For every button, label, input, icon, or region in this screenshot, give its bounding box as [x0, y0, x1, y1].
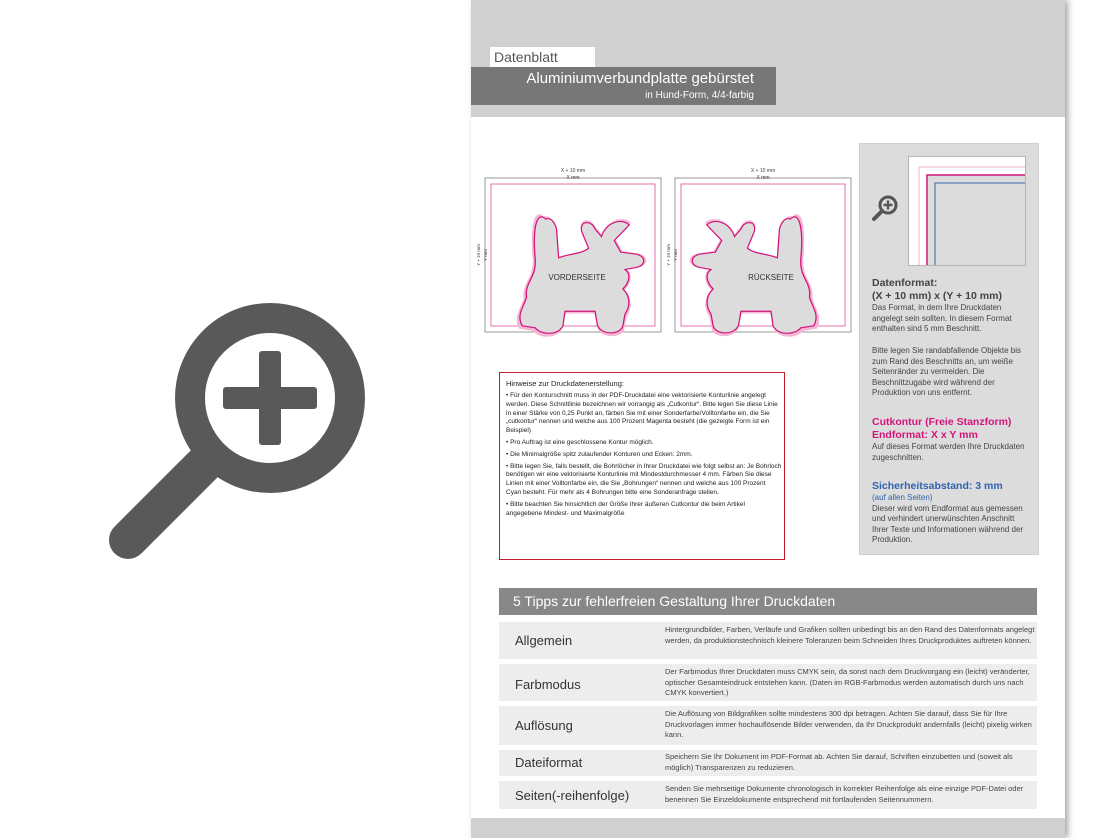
hints-list — [506, 392, 782, 521]
tips-header: 5 Tipps zur fehlerfreien Gestaltung Ihrer Druckdaten — [499, 588, 1037, 615]
product-subtitle: in Hund-Form, 4/4-farbig — [645, 90, 754, 101]
back-dims-top: X + 10 mm — [750, 168, 776, 174]
tip-text: Hintergrundbilder, Farben, Verläufe und Grafiken sollten unbedingt bis an den Rand des Datenformats angelegt werden, da produktionstechnisch kleinere Toleranzen beim Schneiden Ihres Druckproduktes auftreten können. — [665, 625, 1035, 645]
corner-detail — [908, 156, 1026, 266]
front-side-inner: Y mm — [483, 249, 488, 261]
back-side — [666, 168, 851, 337]
back-side-outer: Y + 10 mm — [666, 244, 671, 266]
front-dims-inner: X mm — [566, 175, 580, 181]
product-title: Aluminiumverbundplatte gebürstet — [526, 70, 754, 87]
tip-text: Der Farbmodus Ihrer Druckdaten muss CMYK sein, da sonst nach dem Druckvorgang ein (leicht) veränderter, optischer Gesamteindruck entstehen kann. (Daten im RGB-Farbmodus werden automatisch durch uns nach CMYK konvertiert.) — [665, 667, 1030, 697]
back-dims-inner: X mm — [756, 175, 770, 181]
dog-shape-diagram — [473, 164, 853, 344]
list-item: • Bitte legen Sie, falls bestellt, die Bohrlöcher in Ihrer Druckdatei wie folgt selbst an: Je Bohrloch benötigen wir eine vektorisierte Konturlinie mit Mindestdurchmesser 4 mm. Färben Sie diese Linien mit einer Volltonfarbe ein, die Sie „Bohrungen“ nennen und welche aus 100 Prozent Cyan besteht. Für mehr als 4 Bohrungen bitte eine Sonderanfrage stellen. — [506, 462, 782, 496]
footer-band — [471, 818, 1065, 838]
hints-title: Hinweise zur Druckdatenerstellung: — [506, 379, 624, 388]
tip-text: Speichern Sie Ihr Dokument im PDF-Format ab. Achten Sie darauf, Schriften einzubetten und (soweit als möglich) Transparenzen zu reduzieren. — [665, 752, 1013, 772]
list-item: • Bitte beachten Sie hinsichtlich der Größe Ihrer äußeren Cutkontur die beim Artikel angegebene Mindest- und Maximalgröße — [506, 500, 745, 517]
datenformat-text: Das Format, in dem Ihre Druckdaten angelegt sein sollten. In diesem Format enthalten sind 5 mm Beschnitt. — [872, 303, 1012, 333]
safety-sub: (auf allen Seiten) — [872, 493, 933, 502]
endformat: Endformat: X x Y mm — [872, 429, 978, 441]
hints-box — [499, 372, 785, 560]
tip-label: Auflösung — [515, 718, 573, 733]
tip-row-farbmodus — [499, 664, 1037, 701]
list-item: • Pro Auftrag ist eine geschlossene Kontur möglich. — [506, 438, 654, 446]
bleed-text: Bitte legen Sie randabfallende Objekte bis zum Rand des Beschnitts an, um weiße Seitenränder zu vermeiden. Die Beschnittzugabe wird während der Produktion von uns entfernt. — [872, 346, 1021, 397]
back-side-inner: Y mm — [673, 249, 678, 261]
tip-row-allgemein — [499, 622, 1037, 659]
list-item: • Die Minimalgröße spitz zulaufender Konturen und Ecken: 2mm. — [506, 450, 693, 458]
safety-title: Sicherheitsabstand: 3 mm — [872, 480, 1003, 492]
corner-lines — [909, 157, 1025, 265]
zoom-detail-panel — [859, 143, 1039, 555]
datenformat-block — [872, 277, 1032, 335]
safety-block — [872, 480, 1032, 546]
tip-label: Seiten(-reihenfolge) — [515, 788, 630, 803]
datenformat-value: (X + 10 mm) x (Y + 10 mm) — [872, 290, 1002, 302]
tip-label: Farbmodus — [515, 677, 581, 692]
back-label: RÜCKSEITE — [748, 273, 794, 282]
tip-text: Senden Sie mehrseitige Dokumente chronologisch in korrekter Reihenfolge als eine einzige PDF-Datei oder benennen Sie Einzeldokumente entsprechend mit fortlaufenden Seitennummern. — [665, 784, 1024, 804]
list-item: • Für den Konturschnitt muss in der PDF-Druckdatei eine vektorisierte Konturlinie angelegt werden. Diese Schnittlinie bezeichnen wir vorrangig als „Cutkontur“. Bitte legen Sie diese Linie in einer Stärke von 0,25 Punkt an, färben Sie mit einer Sonderfarbe/Volltonfarbe ein, die Sie „cutkontur“ nennen und welche aus 100 Prozent Magenta besteht (die gezeigte Form ist ein Beispiel) — [506, 392, 778, 435]
datenformat-title: Datenformat: — [872, 277, 938, 289]
front-dims-top: X + 10 mm — [560, 168, 586, 174]
title-box — [471, 67, 776, 105]
zoom-in-icon[interactable] — [870, 193, 900, 223]
tip-row-aufloesung — [499, 706, 1037, 745]
endformat-text: Auf dieses Format werden Ihre Druckdaten zugeschnitten. — [872, 442, 1025, 462]
datasheet-page — [471, 0, 1065, 838]
tip-row-dateiformat — [499, 750, 1037, 776]
tip-row-seitenreihenfolge — [499, 781, 1037, 809]
front-side-outer: Y + 10 mm — [476, 244, 481, 266]
cut-title: Cutkontur (Freie Stanzform) — [872, 416, 1012, 428]
front-side — [476, 168, 661, 337]
tip-label: Dateiformat — [515, 755, 583, 770]
safety-text: Dieser wird vom Endformat aus gemessen und verhindert unerwünschten Anschnitt Ihrer Texte und Informationen während der Produktion. — [872, 503, 1024, 544]
tip-text: Die Auflösung von Bildgrafiken sollte mindestens 300 dpi betragen. Achten Sie darauf, dass Sie für Ihre Druckvorlagen immer hochauflösende Bilder verwenden, da Ihr Druckprodukt andernfalls (leicht) pixelig wirken kann. — [665, 709, 1032, 739]
datasheet-tab: Datenblatt — [490, 47, 595, 67]
zoom-in-icon[interactable] — [104, 296, 372, 564]
tip-label: Allgemein — [515, 633, 573, 648]
cut-block — [872, 416, 1032, 463]
front-label: VORDERSEITE — [548, 273, 606, 282]
